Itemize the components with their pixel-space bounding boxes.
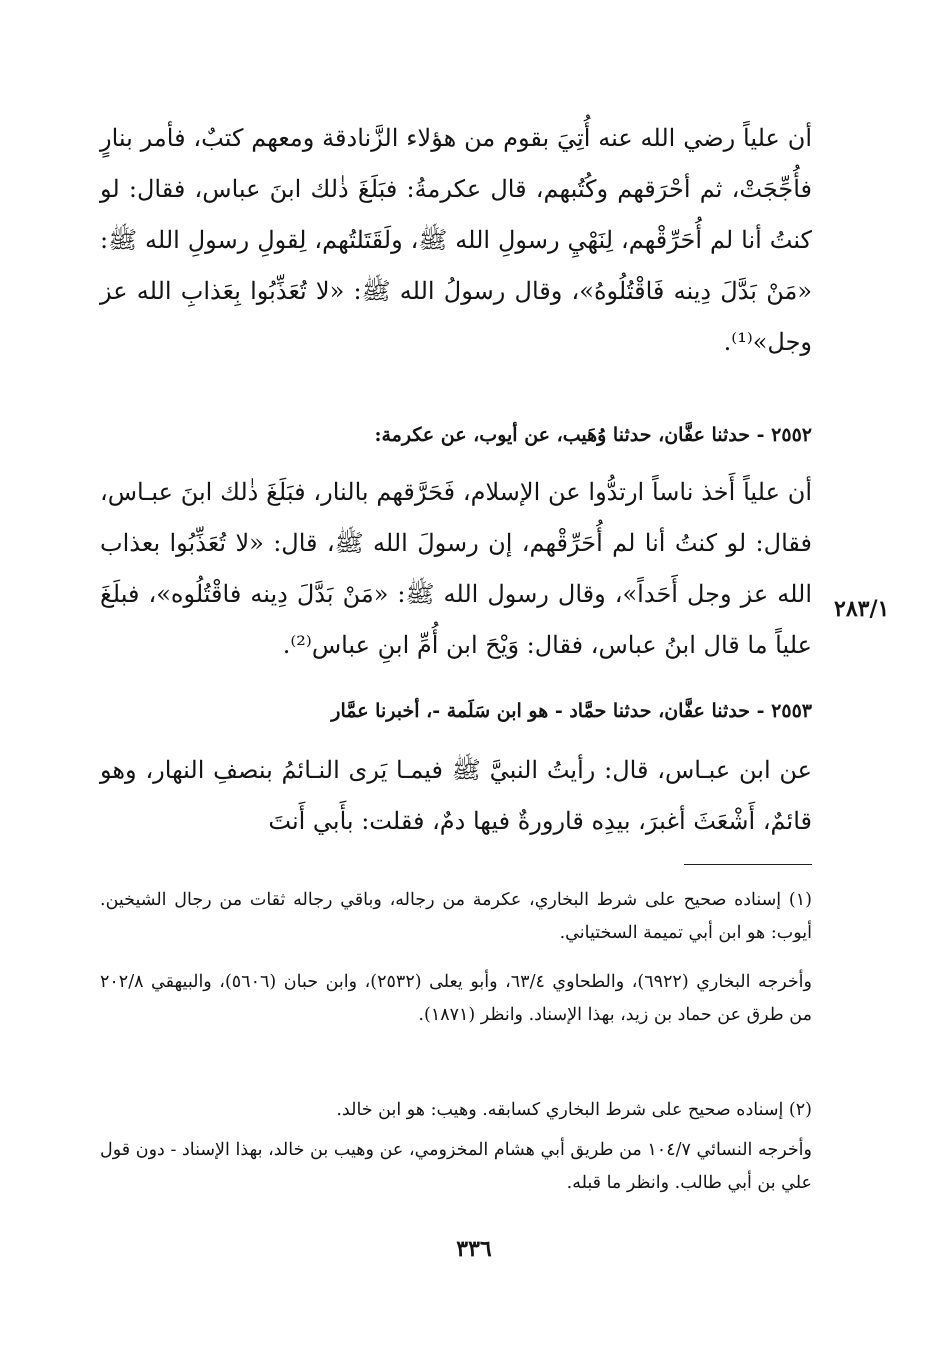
footnote-divider	[684, 864, 812, 865]
hadith-2553-heading	[100, 696, 812, 726]
page-number: ٣٣٦	[456, 1236, 492, 1262]
hadith-2552-heading	[100, 420, 812, 450]
hadith-2553-number: ٢٥٥٣	[771, 700, 812, 722]
hadith-2552-number: ٢٥٥٢	[771, 424, 812, 446]
footnote-2-grading: (٢) إسناده صحيح على شرط البخاري كسابقه. وهيب: هو ابن خالد.	[336, 1100, 812, 1120]
hadith-2553-chain: - حدثنا عفَّان، حدثنا حمَّاد - هو ابن سَلَمة -، أخبرنا عمَّار	[331, 700, 765, 722]
hadith-2552-chain: - حدثنا عفَّان، حدثنا وُهَيب، عن أيوب، عن عكرمة:	[374, 424, 765, 446]
footnote-1-sources: وأخرجه البخاري (٦٩٢٢)، والطحاوي ٦٣/٤، وأبو يعلى (٢٥٣٢)، وابن حبان (٥٦٠٦)، والبيهقي ٢٠٢/٨ من طرق عن حماد بن زيد، بهذا الإسناد. وانظر (١٨٧١).	[100, 972, 812, 1025]
hadith-2551-text: أن علياً رضي الله عنه أُتِيَ بقوم من هؤلاء الزَّنادقة ومعهم كتبٌ، فأمر بنارٍ فأُجِّجَتْ، ثم أحْرَقهم وكُتُبهم، قال عكرمةُ: فبَلَغَ ذٰلك ابنَ عباس، فقال: لو كنتُ أنا لم أُحَرِّقْهم، لِنَهْيِ رسولِ الله ﷺ، ولَقَتَلتُهم، لِقولِ رسولِ الله ﷺ: «مَنْ بَدَّلَ دِينه فَاقْتُلُوهُ»، وقال رسولُ الله ﷺ: «لا تُعَذِّبُوا بِعَذابِ الله عز وجل»⁽¹⁾.	[100, 124, 812, 356]
hadith-2553-text: عن ابن عبـاس، قال: رأيتُ النبيَّ ﷺ فيمـا يَرى النـائمُ بنصفِ النهار، وهو قائمٌ، أَشْعَثَ أغبرَ، بيدِه قارورةٌ فيها دمٌ، فقلت: بأَبي أَنتَ	[100, 756, 812, 835]
hadith-2552-text: أن علياً أَخذ ناساً ارتدُّوا عن الإسلام، فَحَرَّقهم بالنار، فبَلَغَ ذٰلك ابنَ عبـاس، فقال: لو كنتُ أنا لم أُحَرِّقْهم، إن رسولَ الله ﷺ، قال: «لا تُعَذِّبُوا بعذاب الله عز وجل أَحَداً»، وقال رسول الله ﷺ: «مَنْ بَدَّلَ دِينه فاقْتُلُوه»، فبلَغَ علياً ما قال ابنُ عباس، فقال: وَيْحَ ابن أُمِّ ابنِ عباس⁽²⁾.	[100, 478, 812, 659]
footnote-1-grading: (١) إسناده صحيح على شرط البخاري، عكرمة من رجاله، وباقي رجاله ثقات من رجال الشيخين. أيوب: هو ابن أبي تميمة السختياني.	[100, 890, 812, 943]
footnote-2-sources: وأخرجه النسائي ١٠٤/٧ من طريق أبي هشام المخزومي، عن وهيب بن خالد، بهذا الإسناد - دون قول علي بن أبي طالب. وانظر ما قبله.	[100, 1140, 812, 1193]
margin-reference: ٢٨٣/١	[834, 596, 890, 622]
